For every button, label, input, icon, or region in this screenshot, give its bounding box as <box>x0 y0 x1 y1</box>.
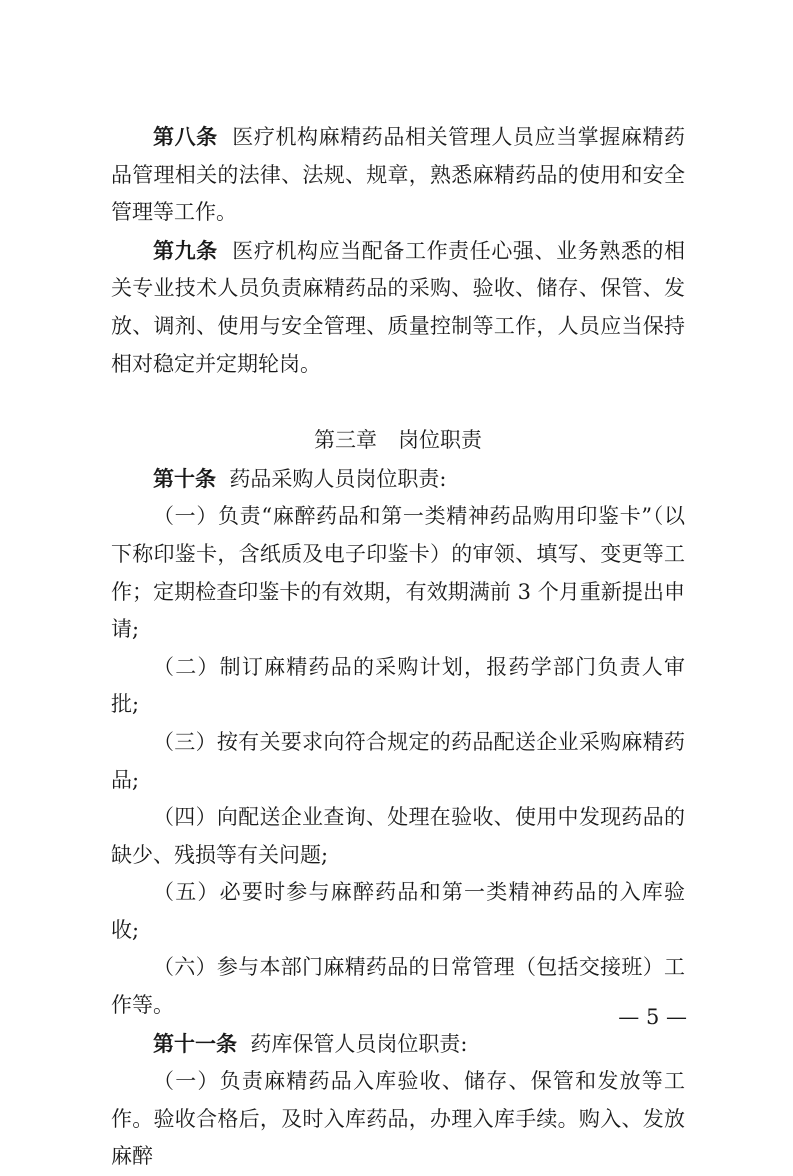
article-10-item-5: （五）必要时参与麻醉药品和第一类精神药品的入库验收; <box>111 880 685 942</box>
article-10-item-2: （二）制订麻精药品的采购计划，报药学部门负责人审批; <box>111 654 685 717</box>
article-10-item-3: （三）按有关要求向符合规定的药品配送企业采购麻精药品; <box>111 729 685 792</box>
article-11-label: 第十一条 <box>153 1030 237 1056</box>
article-9 <box>111 232 685 383</box>
article-9-label: 第九条 <box>153 237 218 263</box>
article-10-item-1: （一）负责“麻醉药品和第一类精神药品购用印鉴卡”（以下称印鉴卡，含纸质及电子印鉴卡）的审领、填写、变更等工作；定期检查印鉴卡的有效期，有效期满前 3 个月重新提出申请; <box>111 504 685 642</box>
chapter-3-heading: 第三章 岗位职责 <box>314 428 482 453</box>
article-9-text: 医疗机构应当配备工作责任心强、业务熟悉的相关专业技术人员负责麻精药品的采购、验收、储存、保管、发放、调剂、使用与安全管理、质量控制等工作，人员应当保持相对稳定并定期轮岗。 <box>111 238 686 376</box>
article-10-item-4: （四）向配送企业查询、处理在验收、使用中发现药品的缺少、残损等有关问题; <box>111 805 685 867</box>
article-10-text: 药品采购人员岗位职责: <box>229 466 447 491</box>
article-8-label: 第八条 <box>153 124 218 149</box>
article-11 <box>111 1025 685 1064</box>
article-8 <box>111 118 685 232</box>
article-8-text: 医疗机构麻精药品相关管理人员应当掌握麻精药品管理相关的法律、法规、规章，熟悉麻精药品的使用和安全管理等工作。 <box>111 125 686 225</box>
document-body <box>111 118 685 1176</box>
spacer <box>111 383 685 422</box>
article-10 <box>111 460 685 499</box>
article-10-label: 第十条 <box>153 465 216 491</box>
page-number: — 5 — <box>618 1005 687 1029</box>
article-10-item-6: （六）参与本部门麻精药品的日常管理（包括交接班）工作等。 <box>111 955 685 1018</box>
article-11-text: 药库保管人员岗位职责: <box>250 1031 468 1056</box>
article-11-item-1: （一）负责麻精药品入库验收、储存、保管和发放等工作。验收合格后，及时入库药品，办理入库手续。购入、发放麻醉 <box>111 1069 685 1169</box>
